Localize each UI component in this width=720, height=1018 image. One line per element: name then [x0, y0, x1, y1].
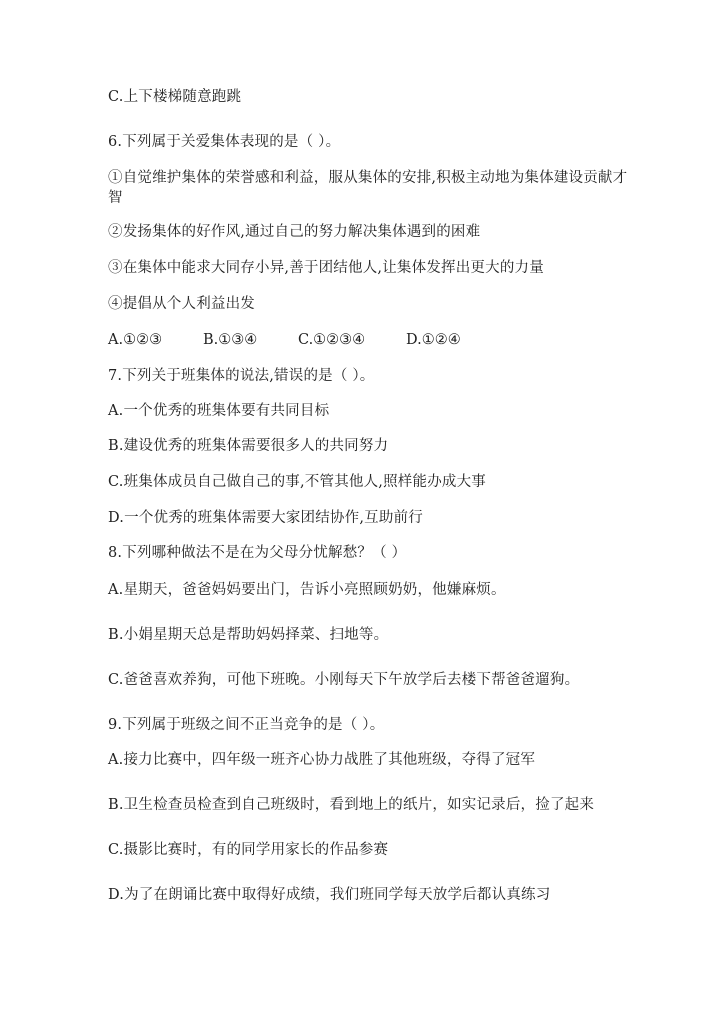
q6-option-c: C.①②③④	[298, 332, 366, 348]
q9-option-b: B.卫生检查员检查到自己班级时，看到地上的纸片，如实记录后，捡了起来	[108, 797, 595, 813]
q6-statement-1: ①自觉维护集体的荣誉感和利益，服从集体的安排,积极主动地为集体建设贡献才智	[108, 170, 628, 206]
q6-options	[108, 330, 628, 350]
q6-statement-3: ③在集体中能求大同存小异,善于团结他人,让集体发挥出更大的力量	[108, 260, 544, 276]
q6-statement-2: ②发扬集体的好作风,通过自己的努力解决集体遇到的困难	[108, 224, 481, 240]
q7-option-a: A.一个优秀的班集体要有共同目标	[108, 403, 330, 419]
q6-option-b: B.①③④	[203, 332, 258, 348]
q9-option-c: C.摄影比赛时，有的同学用家长的作品参赛	[108, 842, 389, 858]
q7-option-b: B.建设优秀的班集体需要很多人的共同努力	[108, 438, 389, 454]
q7-option-c: C.班集体成员自己做自己的事,不管其他人,照样能办成大事	[108, 474, 487, 490]
q6-option-a: A.①②③	[108, 332, 163, 348]
q9-option-d: D.为了在朗诵比赛中取得好成绩，我们班同学每天放学后都认真练习	[108, 887, 551, 903]
q8-option-c: C.爸爸喜欢养狗，可他下班晚。小刚每天下午放学后去楼下帮爸爸遛狗。	[108, 672, 580, 688]
q6-option-d: D.①②④	[406, 332, 461, 348]
q5-option-c: C.上下楼梯随意跑跳	[108, 89, 242, 105]
question-8: 8.下列哪种做法不是在为父母分忧解愁？（ ）	[108, 545, 407, 561]
q7-option-d: D.一个优秀的班集体需要大家团结协作,互助前行	[108, 510, 423, 526]
q8-option-a: A.星期天，爸爸妈妈要出门，告诉小亮照顾奶奶，他嫌麻烦。	[108, 582, 506, 598]
question-9: 9.下列属于班级之间不正当竞争的是（ ）。	[108, 717, 385, 733]
question-6: 6.下列属于关爱集体表现的是（ ）。	[108, 134, 341, 150]
q9-option-a: A.接力比赛中，四年级一班齐心协力战胜了其他班级，夺得了冠军	[108, 752, 536, 768]
question-7: 7.下列关于班集体的说法,错误的是（ ）。	[108, 368, 375, 384]
q8-option-b: B.小娟星期天总是帮助妈妈择菜、扫地等。	[108, 627, 389, 643]
q6-statement-4: ④提倡从个人利益出发	[108, 296, 255, 312]
